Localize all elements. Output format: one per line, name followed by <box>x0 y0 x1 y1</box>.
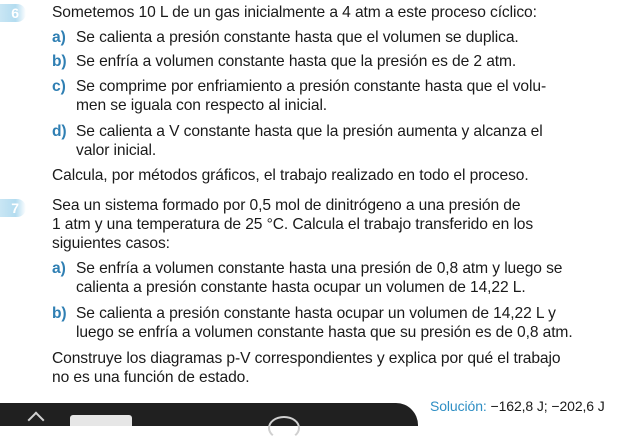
problem-6-item-d-text-2: valor inicial. <box>76 142 157 159</box>
problem-6-item-a-text: Se calienta a presión constante hasta que el volumen se duplica. <box>76 29 519 46</box>
problem-7-intro-1: Sea un sistema formado por 0,5 mol de dinitrógeno a una presión de <box>52 197 521 214</box>
problem-6-item-b-text: Se enfría a volumen constante hasta que la presión es de 2 atm. <box>76 53 517 70</box>
problem-7-item-a-text-2: calienta a presión constante hasta ocupar un volumen de 14,22 L. <box>76 279 526 296</box>
solution-label: Solución: <box>430 398 487 414</box>
problem-6-item-c-text-1: Se comprime por enfriamiento a presión constante hasta que el volu- <box>76 78 547 95</box>
problem-7-intro-3: siguientes casos: <box>52 235 170 252</box>
problem-6-item-c-text-2: men se iguala con respecto al inicial. <box>76 97 328 114</box>
problem-6-item-b-label: b) <box>52 53 67 70</box>
problem-6-intro: Sometemos 10 L de un gas inicialmente a 4 atm a este proceso cíclico: <box>52 4 537 21</box>
problem-7-item-a-label: a) <box>52 260 66 277</box>
device-bottom-bar <box>0 403 418 426</box>
problem-6-item-d-text-1: Se calienta a V constante hasta que la presión aumenta y alcanza el <box>76 123 543 140</box>
problem-7-intro-2: 1 atm y una temperatura de 25 °C. Calcula el trabajo transferido en los <box>52 216 534 233</box>
problem-7-item-a-text-1: Se enfría a volumen constante hasta una presión de 0,8 atm y luego se <box>76 260 563 277</box>
problem-6-item-a-label: a) <box>52 29 66 46</box>
problem-7-item-b-text-2: luego se enfría a volumen constante hasta que su presión es de 0,8 atm. <box>76 324 573 341</box>
problem-7-item-b-text-1: Se calienta a presión constante hasta ocupar un volumen de 14,22 L y <box>76 305 556 322</box>
problem-6-number-badge <box>0 4 26 22</box>
solution-value: −162,8 J; −202,6 J <box>490 398 605 414</box>
problem-6-item-c-label: c) <box>52 78 66 95</box>
problem-7-number: 7 <box>11 200 19 216</box>
problem-7-solution <box>430 397 605 415</box>
problem-7-closing-1: Construye los diagramas p-V correspondientes y explica por qué el trabajo <box>52 350 561 367</box>
problem-6-closing: Calcula, por métodos gráficos, el trabajo realizado en todo el proceso. <box>52 167 529 184</box>
bottom-tab-handle[interactable] <box>70 415 132 426</box>
problem-6-number: 6 <box>11 5 19 21</box>
problem-7-item-b-label: b) <box>52 305 67 322</box>
problem-7-number-badge <box>0 199 26 217</box>
problem-6-item-d-label: d) <box>52 123 67 140</box>
problem-7-closing-2: no es una función de estado. <box>52 369 250 386</box>
arc-icon[interactable] <box>268 416 300 440</box>
